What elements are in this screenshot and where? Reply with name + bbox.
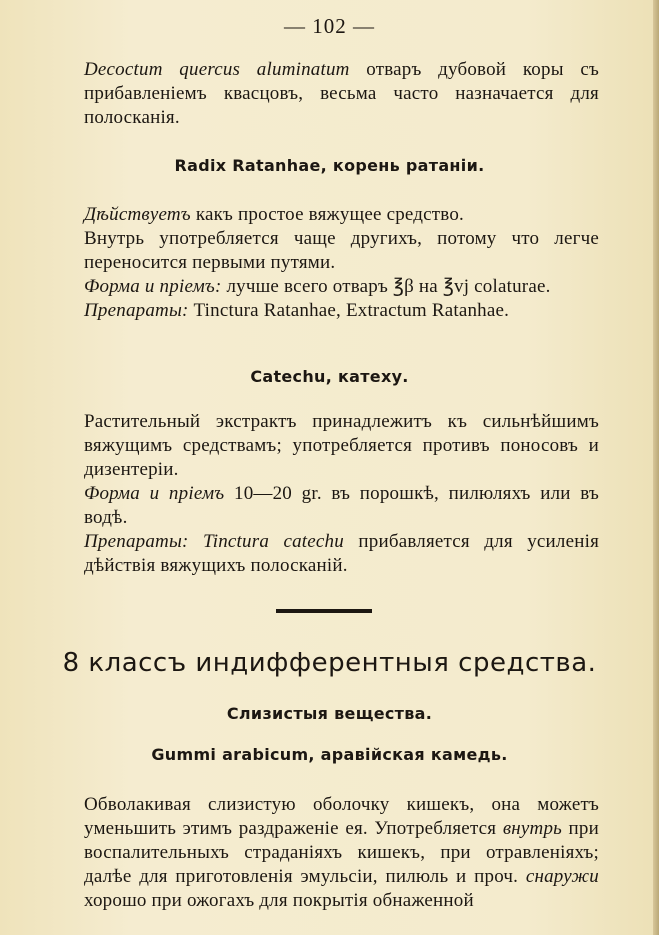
internal-use-paragraph: Внутрь употребляется чаще другихъ, потому что легче переносится первыми путями. bbox=[84, 228, 599, 273]
page-number: — 102 — bbox=[284, 14, 375, 38]
ratanhia-section bbox=[84, 203, 599, 323]
page-edge bbox=[653, 0, 659, 935]
gummi-paragraph: Обволакивая слизистую оболочку кишекъ, она можетъ уменьшить этимъ раздраженіе ея. Употребляется внутрь при воспалительныхъ страданіяхъ кишекъ, при отравленіяхъ; далѣе для приготовленія эмульсіи, пилюль и проч. снаружи хорошо при ожогахъ для покрытія обнаженной bbox=[84, 794, 599, 911]
section-divider bbox=[276, 609, 372, 613]
description-paragraph: Растительный экстрактъ принадлежитъ къ сильнѣйшимъ вяжущимъ средствамъ; употребляется противъ поносовъ и дизентеріи. bbox=[84, 411, 599, 480]
preparations-paragraph: Препараты: Tinctura Ratanhae, Extractum Ratanhae. bbox=[84, 300, 510, 321]
intro-paragraph: Decoctum quercus aluminatum отваръ дубовой коры съ прибавленіемъ квасцовъ, весьма часто назначается для полосканія. bbox=[84, 59, 599, 128]
class-title: 8 классъ индифферентныя средства. bbox=[62, 648, 597, 678]
preparations-paragraph: Препараты: Tinctura catechu прибавляется для усиленія дѣйствія вяжущихъ полосканій. bbox=[84, 531, 600, 576]
latin-term: Decoctum quercus aluminatum bbox=[84, 59, 350, 80]
action-paragraph: Дѣйствуетъ какъ простое вяжущее средство. bbox=[84, 204, 464, 225]
section-heading-ratanhia: Radix Ratanhae, корень ратаніи. bbox=[174, 156, 485, 175]
gummi-section bbox=[84, 793, 599, 913]
dosage-paragraph: Форма и пріемъ: лучше всего отваръ ℥β на ℥vj colaturae. bbox=[84, 276, 551, 297]
dosage-paragraph: Форма и пріемъ 10—20 gr. въ порошкѣ, пилюляхъ или въ водѣ. bbox=[84, 483, 599, 528]
subheading-mucilaginous: Слизистыя вещества. bbox=[226, 704, 433, 723]
section-heading-catechu: Catechu, катеху. bbox=[250, 367, 409, 386]
catechu-section bbox=[84, 410, 599, 578]
section-heading-gummi: Gummi arabicum, аравійская камедь. bbox=[151, 745, 508, 764]
